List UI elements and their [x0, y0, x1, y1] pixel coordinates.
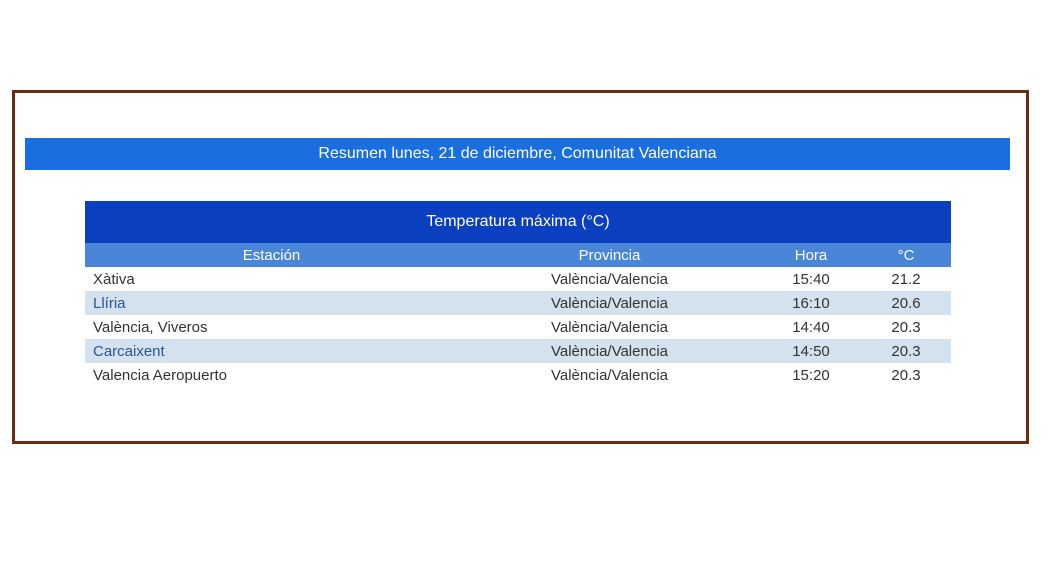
table-row: [85, 291, 951, 315]
cell-station: Llíria: [85, 291, 458, 315]
cell-hour: 14:40: [792, 318, 830, 336]
cell-province: València/Valencia: [550, 366, 669, 384]
header-province: Provincia: [458, 243, 761, 267]
cell-hour: 14:50: [761, 339, 861, 363]
cell-hour: 15:40: [792, 270, 830, 288]
table-row: [85, 315, 951, 339]
cell-hour: 16:10: [761, 291, 861, 315]
cell-temp: 20.6: [861, 291, 951, 315]
header-station: Estación: [85, 243, 458, 267]
header-temp: °C: [861, 243, 951, 267]
summary-title: Resumen lunes, 21 de diciembre, Comunitat Valenciana: [25, 138, 1010, 170]
cell-station: València, Viveros: [93, 318, 208, 336]
cell-province: València/Valencia: [550, 318, 669, 336]
max-temperature-table-section: [85, 201, 951, 387]
cell-station: Valencia Aeropuerto: [93, 366, 227, 384]
cell-hour: 15:20: [792, 366, 830, 384]
table-row: [85, 339, 951, 363]
cell-province: València/Valencia: [550, 270, 669, 288]
table-header-row: [85, 243, 951, 267]
max-temperature-table: [85, 243, 951, 387]
report-frame: [12, 90, 1029, 444]
table-row: [85, 363, 951, 387]
cell-temp: 20.3: [891, 366, 921, 384]
cell-temp: 20.3: [861, 339, 951, 363]
cell-temp: 20.3: [891, 318, 921, 336]
cell-temp: 21.2: [891, 270, 921, 288]
cell-station: Xàtiva: [93, 270, 135, 288]
table-title: Temperatura máxima (°C): [85, 201, 951, 243]
table-row: [85, 267, 951, 291]
header-hour: Hora: [761, 243, 861, 267]
cell-province: València/Valencia: [458, 339, 761, 363]
cell-station: Carcaixent: [85, 339, 458, 363]
cell-province: València/Valencia: [458, 291, 761, 315]
